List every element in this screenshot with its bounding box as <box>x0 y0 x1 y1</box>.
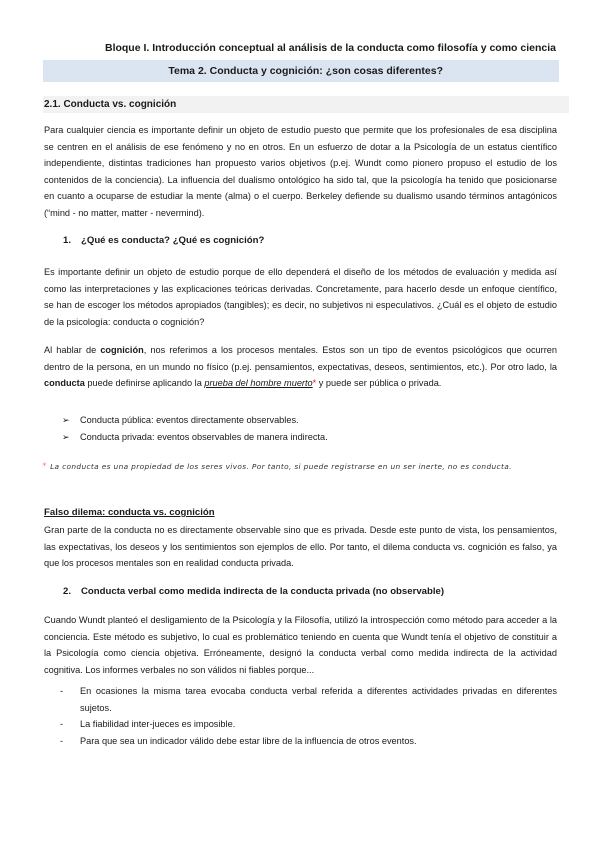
list-item-text: En ocasiones la misma tarea evocaba conducta verbal referida a diferentes actividades privadas en diferentes sujetos. <box>80 686 557 713</box>
false-dilemma-paragraph: Gran parte de la conducta no es directamente observable sino que es privada. Desde este punto de vista, los pensamientos, las expectativas, los deseos y los sentimientos son ejemplos de ello. Por tanto, el dilema conducta vs. cognición es falso, ya que los procesos mentales son en realidad conducta privada. <box>44 525 557 568</box>
text-part: y puede ser pública o privada. <box>316 378 442 388</box>
topic-title: Tema 2. Conducta y cognición: ¿son cosas diferentes? <box>43 60 559 82</box>
handwritten-footnote <box>42 459 558 475</box>
text-part: , nos referimos a los procesos mentales. Estos son un tipo de eventos psicológicos que ocurren dentro de la persona, en un mundo no físico (p.ej. pensamientos, expectativas, deseos, sentimientos, etc.). Por otro lado, la <box>44 345 557 372</box>
dead-man-test: prueba del hombre muerto <box>204 378 313 388</box>
heading-what-is-conduct <box>63 235 264 246</box>
section-title: 2.1. Conducta vs. cognición <box>43 96 569 113</box>
footnote-text: La conducta es una propiedad de los seres vivos. Por tanto, si puede registrarse en un ser inerte, no es conducta. <box>50 462 512 471</box>
heading-text: ¿Qué es conducta? ¿Qué es cognición? <box>81 235 265 246</box>
list-item <box>62 412 557 429</box>
list-item-text: Para que sea un indicador válido debe estar libre de la influencia de otros eventos. <box>80 735 417 746</box>
text-part: Al hablar de <box>44 345 101 355</box>
conduct-types-list <box>62 412 557 445</box>
paragraph-wundt: Cuando Wundt planteó el desligamiento de la Psicología y la Filosofía, utilizó la introspección como método para acceder a la conciencia. Este método es subjetivo, lo cual es problemático teniendo en cuenta que Wundt tenía el objetivo de constituir a la Psicología como ciencia objetiva. Erróneamente, designó la conducta verbal como medida indirecta de la actividad cognitiva. Los informes verbales no son válidos ni fiables porque... <box>44 615 557 675</box>
list-item <box>62 429 557 446</box>
list-item <box>60 683 557 716</box>
dash-bullet-icon: - <box>60 686 64 696</box>
list-item <box>60 733 557 750</box>
footnote-asterisk: * <box>312 378 317 388</box>
arrow-bullet-icon: ➢ <box>62 431 70 442</box>
list-item-text: Conducta privada: eventos observables de manera indirecta. <box>80 431 328 442</box>
heading-verbal-conduct <box>63 586 444 597</box>
dash-bullet-icon: - <box>60 735 64 746</box>
cognition-term: cognición <box>100 345 144 355</box>
heading-number: 2. <box>63 586 72 597</box>
block-title: Bloque I. Introducción conceptual al análisis de la conducta como filosofía y como ciencia <box>104 42 556 54</box>
heading-text: Conducta verbal como medida indirecta de la conducta privada (no observable) <box>81 586 445 597</box>
footnote-asterisk: * <box>42 461 48 472</box>
list-item-text: Conducta pública: eventos directamente observables. <box>80 415 299 425</box>
verbal-report-reasons-list <box>60 683 557 749</box>
list-item <box>60 716 557 733</box>
text-part: puede definirse aplicando la <box>84 378 205 388</box>
intro-paragraph: Para cualquier ciencia es importante definir un objeto de estudio puesto que permite que los profesionales de esa disciplina se centren en el análisis de ese fenómeno y no en otros. En un esfuerzo de dotar a la Psicología de un estatus científico independiente, distintas tradiciones han propuesto varios objetivos (p.ej. Wundt como pionero propuso el estudio de los contenidos de la conciencia). La influencia del dualismo ontológico ha sido tal, que la psicología ha tenido que posicionarse en cuanto a ocuparse de estudiar la mente (alma) o el cuerpo. Berkeley defiende su dualismo usando términos antagónicos (“mind - no matter, matter - nevermind). <box>44 125 557 218</box>
list-item-text: La fiabilidad inter-jueces es imposible. <box>80 719 236 729</box>
heading-number: 1. <box>63 235 72 246</box>
paragraph-object-of-study: Es importante definir un objeto de estudio porque de ello dependerá el diseño de los métodos de evaluación y medida así como las interpretaciones y las explicaciones teóricas derivadas. Concretamente, para hacerlo desde un enfoque científico, se han de escoger los métodos apropiados (tangibles); es decir, no subjetivos ni especulativos. ¿Cuál es el objeto de estudio de la psicología: conducta o cognición? <box>44 267 557 327</box>
arrow-bullet-icon: ➢ <box>62 415 70 425</box>
conduct-term: conducta <box>44 378 85 388</box>
dash-bullet-icon: - <box>60 719 64 729</box>
paragraph-cognition-conduct <box>44 342 557 392</box>
false-dilemma-title: Falso dilema: conducta vs. cognición <box>44 507 215 518</box>
